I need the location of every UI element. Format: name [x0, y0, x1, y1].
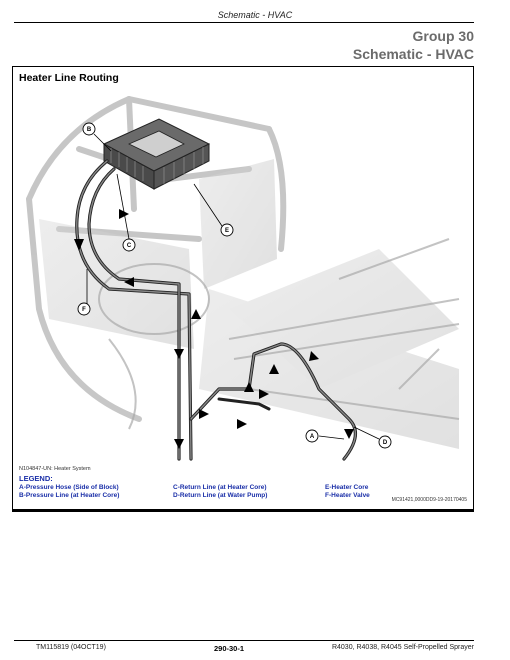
cab-panels-ghost [39, 159, 459, 449]
legend-item-e: E-Heater Core [325, 484, 369, 491]
legend-title: LEGEND: [19, 474, 53, 483]
figure-bottom-rule [12, 510, 474, 512]
heater-line-routing-drawing [19, 89, 469, 464]
svg-text:F: F [82, 307, 86, 313]
group-number: Group 30 [412, 28, 474, 44]
section-title: Schematic - HVAC [352, 46, 474, 62]
header-rule [14, 22, 474, 23]
svg-text:A: A [309, 434, 315, 440]
legend-item-b: B-Pressure Line (at Heater Core) [19, 492, 120, 499]
legend-item-c: C-Return Line (at Heater Core) [173, 484, 267, 491]
figure-caption-id: N104847-UN: Heater System [19, 466, 91, 472]
footer-page-number: 290-30-1 [214, 644, 245, 653]
callout-a [306, 430, 344, 442]
footer-tm-number: TM115819 (04OCT19) [36, 644, 106, 651]
footer-rule [14, 640, 474, 641]
callout-b [83, 123, 111, 151]
legend-item-f: F-Heater Valve [325, 492, 370, 499]
svg-text:C: C [126, 243, 132, 249]
figure-title: Heater Line Routing [19, 72, 119, 84]
footer-model: R4030, R4038, R4045 Self-Propelled Sprayer [331, 644, 474, 651]
figure-doc-ref: MC91421,0000DD9-19-20170405 [391, 497, 467, 503]
svg-text:E: E [224, 228, 230, 234]
svg-text:D: D [382, 440, 388, 446]
running-header: Schematic - HVAC [217, 10, 293, 20]
legend-item-d: D-Return Line (at Water Pump) [173, 492, 268, 499]
svg-text:B: B [86, 127, 92, 133]
figure-box [12, 66, 474, 510]
legend-item-a: A-Pressure Hose (Side of Block) [19, 484, 119, 491]
